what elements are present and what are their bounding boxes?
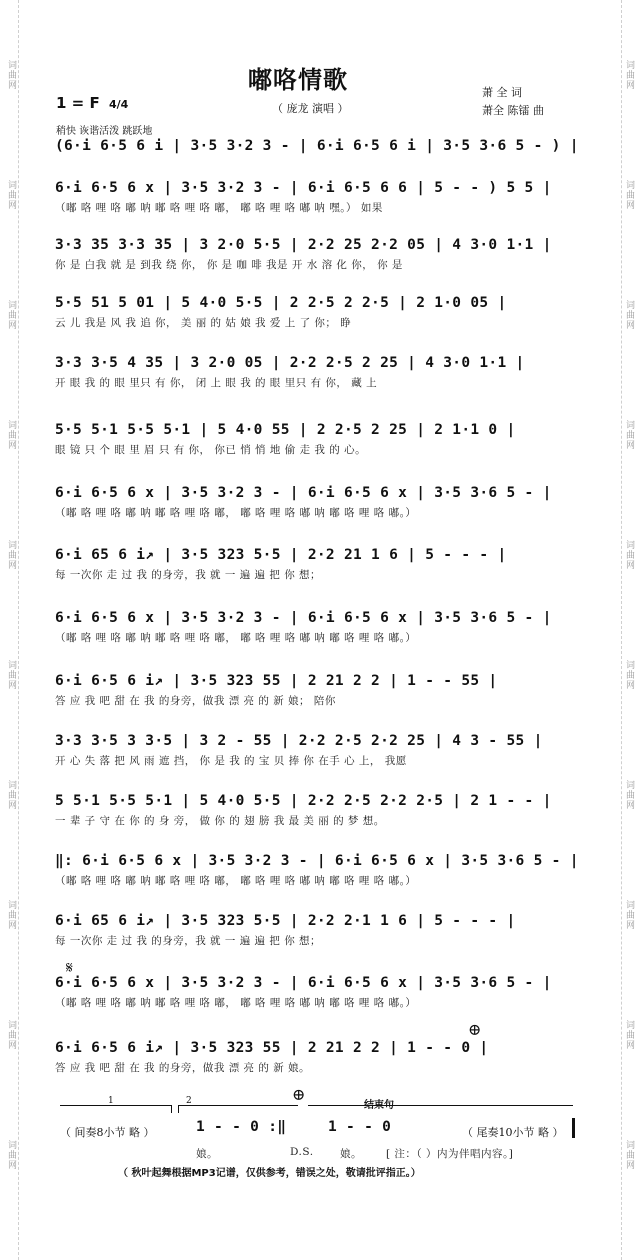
- watermark-text: 词曲网: [6, 780, 16, 810]
- score-row: [55, 673, 585, 708]
- coda-sign-ending: ⊕: [292, 1085, 306, 1104]
- score-row: [55, 913, 585, 948]
- lyric-line: （嘟 咯 哩 咯 嘟 呐 嘟 咯 哩 咯 嘟， 嘟 咯 哩 咯 嘟 呐 嘿。） 如果: [55, 202, 383, 214]
- score-row: [55, 793, 585, 828]
- ending-lyric-a: 娘。: [196, 1148, 218, 1160]
- notation-line: (6·i 6·5 6 i | 3·5 3·2 3 - | 6·i 6·5 6 i | 3·5 3·6 5 - ) |: [55, 138, 579, 154]
- ds-mark: D.S.: [290, 1146, 314, 1158]
- watermark-text: 词曲网: [624, 900, 634, 930]
- notation-line: 3·3 3·5 3 3·5 | 3 2 - 55 | 2·2 2·5 2·2 25 | 4 3 - 55 |: [55, 733, 543, 749]
- interlude-note: （ 间奏8小节 略 ）: [60, 1126, 155, 1139]
- notation-line: 5·5 5·1 5·5 5·1 | 5 4·0 55 | 2 2·5 2 25 | 2 1·1 0 |: [55, 422, 516, 438]
- watermark-text: 词曲网: [624, 540, 634, 570]
- volta-bracket-2: [178, 1105, 298, 1114]
- score-row: [55, 138, 585, 158]
- notation-line: 6·i 6·5 6 i↗ | 3·5 323 55 | 2 21 2 2 | 1 - - 0 |: [55, 1040, 489, 1056]
- score-row: [55, 853, 585, 888]
- segno-sign: 𝄋: [66, 958, 73, 977]
- volta-bracket-end: [171, 1105, 172, 1113]
- lyric-line: 你 是 白我 就 是 到我 绕 你， 你 是 咖 啡 我是 开 水 溶 化 你， 你 是: [55, 259, 403, 271]
- score-row: [55, 975, 585, 1010]
- lyric-line: （嘟 咯 哩 咯 嘟 呐 嘟 咯 哩 咯 嘟， 嘟 咯 哩 咯 嘟 呐 嘟 咯 哩 咯 嘟。）: [55, 997, 417, 1009]
- watermark-text: 词曲网: [624, 300, 634, 330]
- score-row: [55, 355, 585, 390]
- key-signature: [56, 94, 128, 112]
- watermark-text: 词曲网: [6, 1140, 16, 1170]
- key-label: 1 = F: [56, 94, 100, 112]
- ending-lyric-b: 娘。: [340, 1148, 362, 1160]
- watermark-text: 词曲网: [624, 1140, 634, 1170]
- notation-line: 6·i 6·5 6 x | 3·5 3·2 3 - | 6·i 6·5 6 6 | 5 - - ) 5 5 |: [55, 180, 552, 196]
- score-row: [55, 485, 585, 520]
- score-row: [55, 422, 585, 457]
- score-row: [55, 295, 585, 330]
- score-row: [55, 1040, 585, 1075]
- lyricist-credit: 萧 全 词: [482, 86, 522, 99]
- score-row: [55, 547, 585, 582]
- ending-bracket: [308, 1105, 573, 1114]
- watermark-text: 词曲网: [6, 1020, 16, 1050]
- outro-note: （ 尾奏10小节 略 ）: [462, 1126, 564, 1139]
- volta-bracket-1: [60, 1105, 172, 1114]
- notation-line: 5 5·1 5·5 5·1 | 5 4·0 5·5 | 2·2 2·5 2·2 2·5 | 2 1 - - |: [55, 793, 552, 809]
- annotation-note: [ 注：（ ）内为伴唱内容。]: [386, 1148, 514, 1160]
- coda-sign: ⊕: [468, 1020, 482, 1039]
- tempo-marks: 稍快 诙谐活泼 跳跃地: [56, 126, 153, 137]
- lyric-line: 眼 镜 只 个 眼 里 眉 只 有 你， 你已 悄 悄 地 偷 走 我 的 心。: [55, 444, 367, 456]
- notation-line: 6·i 6·5 6 x | 3·5 3·2 3 - | 6·i 6·5 6 x | 3·5 3·6 5 - |: [55, 485, 552, 501]
- lyric-line: 云 儿 我是 风 我 追 你， 美 丽 的 姑 娘 我 爱 上 了 你； 睁: [55, 317, 352, 329]
- lyric-line: 答 应 我 吧 甜 在 我 的身旁，做我 漂 亮 的 新 娘。: [55, 1062, 311, 1074]
- watermark-text: 词曲网: [6, 180, 16, 210]
- right-watermark-strip: [621, 0, 636, 1260]
- lyric-line: 每 一次你 走 过 我 的身旁，我 就 一 遍 遍 把 你 想；: [55, 569, 322, 581]
- transcriber-note: （ 秋叶起舞根据MP3记谱，仅供参考，错误之处，敬请批评指正。）: [118, 1168, 421, 1179]
- notation-line: 6·i 6·5 6 i↗ | 3·5 323 55 | 2 21 2 2 | 1 - - 55 |: [55, 673, 498, 689]
- watermark-text: 词曲网: [624, 60, 634, 90]
- volta-bracket-start: [178, 1105, 179, 1113]
- volta-label-2: 2: [186, 1096, 192, 1106]
- volta2-notes: 1 - - 0 :‖: [196, 1119, 287, 1135]
- notation-line: 3·3 3·5 4 35 | 3 2·0 05 | 2·2 2·5 2 25 | 4 3·0 1·1 |: [55, 355, 525, 371]
- watermark-text: 词曲网: [624, 660, 634, 690]
- lyric-line: （嘟 咯 哩 咯 嘟 呐 嘟 咯 哩 咯 嘟， 嘟 咯 哩 咯 嘟 呐 嘟 咯 哩 咯 嘟。）: [55, 875, 417, 887]
- score-row: [55, 733, 585, 768]
- song-title: 嘟咯情歌: [248, 65, 348, 94]
- final-barline: [572, 1118, 575, 1138]
- lyric-line: 开 心 失 落 把 风 雨 遮 挡， 你 是 我 的 宝 贝 捧 你 在手 心 上， 我愿: [55, 755, 407, 767]
- composer-credit: 萧全 陈镭 曲: [482, 104, 544, 117]
- notation-line: 6·i 6·5 6 x | 3·5 3·2 3 - | 6·i 6·5 6 x | 3·5 3·6 5 - |: [55, 610, 552, 626]
- performer-credit: （ 庞龙 演唱 ）: [272, 102, 349, 115]
- time-signature: 4/4: [108, 98, 129, 111]
- lyric-line: 答 应 我 吧 甜 在 我 的身旁，做我 漂 亮 的 新 娘； 陪你: [55, 695, 336, 707]
- left-watermark-strip: [4, 0, 19, 1260]
- watermark-text: 词曲网: [6, 60, 16, 90]
- ending-label: 结束句: [364, 1100, 394, 1111]
- notation-line: 6·i 6·5 6 x | 3·5 3·2 3 - | 6·i 6·5 6 x | 3·5 3·6 5 - |: [55, 975, 552, 991]
- score-row: [55, 610, 585, 645]
- watermark-text: 词曲网: [624, 1020, 634, 1050]
- lyric-line: （嘟 咯 哩 咯 嘟 呐 嘟 咯 哩 咯 嘟， 嘟 咯 哩 咯 嘟 呐 嘟 咯 哩 咯 嘟。）: [55, 507, 417, 519]
- watermark-text: 词曲网: [624, 180, 634, 210]
- notation-line: 6·i 65 6 i↗ | 3·5 323 5·5 | 2·2 21 1 6 | 5 - - - |: [55, 547, 507, 563]
- lyric-line: 一 辈 子 守 在 你 的 身 旁， 做 你 的 翅 膀 我 最 美 丽 的 梦 想。: [55, 815, 385, 827]
- notation-line: 3·3 35 3·3 35 | 3 2·0 5·5 | 2·2 25 2·2 05 | 4 3·0 1·1 |: [55, 237, 552, 253]
- notation-line: ‖: 6·i 6·5 6 x | 3·5 3·2 3 - | 6·i 6·5 6 x | 3·5 3·6 5 - |: [55, 853, 579, 869]
- watermark-text: 词曲网: [6, 660, 16, 690]
- watermark-text: 词曲网: [624, 780, 634, 810]
- watermark-text: 词曲网: [6, 540, 16, 570]
- lyric-line: 开 眼 我 的 眼 里只 有 你， 闭 上 眼 我 的 眼 里只 有 你， 藏 上: [55, 377, 378, 389]
- volta-label-1: 1: [108, 1096, 114, 1106]
- lyric-line: （嘟 咯 哩 咯 嘟 呐 嘟 咯 哩 咯 嘟， 嘟 咯 哩 咯 嘟 呐 嘟 咯 哩 咯 嘟。）: [55, 632, 417, 644]
- watermark-text: 词曲网: [6, 900, 16, 930]
- watermark-text: 词曲网: [6, 420, 16, 450]
- watermark-text: 词曲网: [624, 420, 634, 450]
- notation-line: 6·i 65 6 i↗ | 3·5 323 5·5 | 2·2 2·1 1 6 | 5 - - - |: [55, 913, 516, 929]
- watermark-text: 词曲网: [6, 300, 16, 330]
- notation-line: 5·5 51 5 01 | 5 4·0 5·5 | 2 2·5 2 2·5 | 2 1·0 05 |: [55, 295, 507, 311]
- final-notes: 1 - - 0: [328, 1119, 392, 1135]
- score-row: [55, 180, 585, 215]
- lyric-line: 每 一次你 走 过 我 的身旁，我 就 一 遍 遍 把 你 想；: [55, 935, 322, 947]
- score-row: [55, 237, 585, 272]
